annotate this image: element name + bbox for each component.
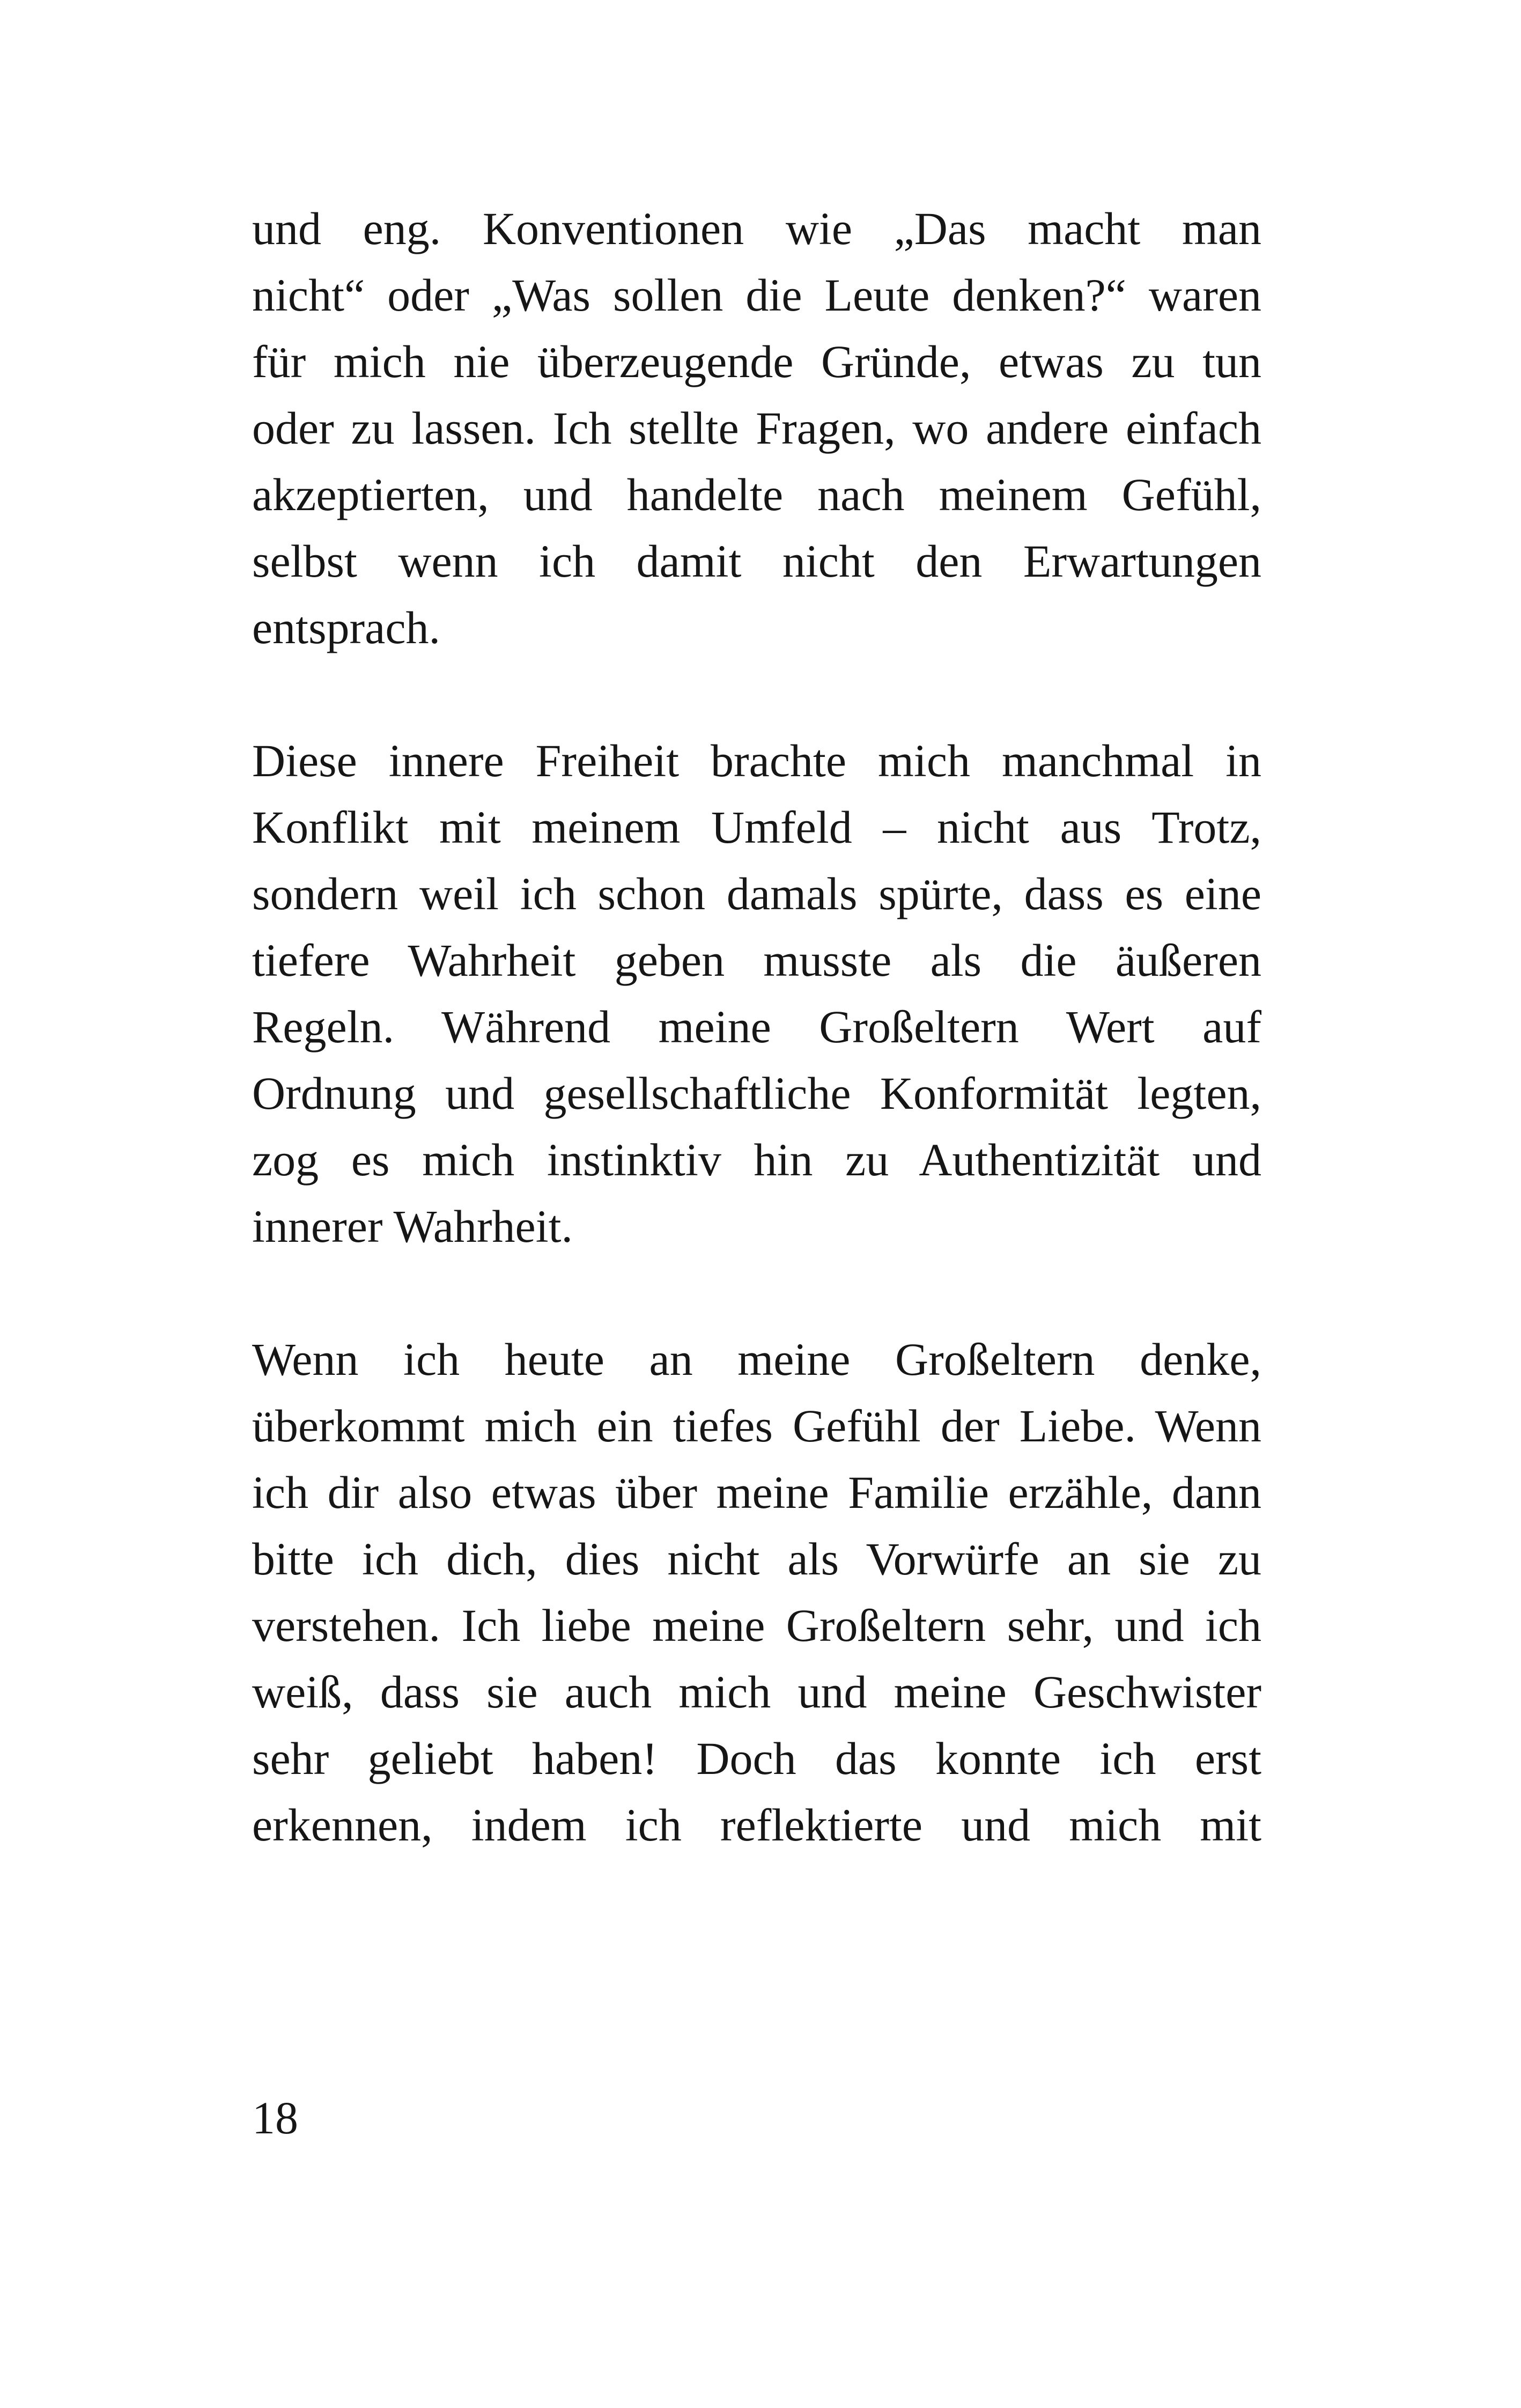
text-line: überkommt mich ein tiefes Gefühl der Liebe. Wenn [252, 1400, 1261, 1452]
text-line: Ordnung und gesellschaftliche Konformität legten, [252, 1067, 1261, 1119]
paragraph [252, 1326, 1261, 1858]
text-line: akzeptierten, und handelte nach meinem Gefühl, [252, 469, 1261, 520]
text-line: zog es mich instinktiv hin zu Authentizität und [252, 1134, 1261, 1185]
page-number: 18 [252, 2092, 298, 2144]
text-line: sehr geliebt haben! Doch das konnte ich erst [252, 1733, 1261, 1784]
text-line: Regeln. Während meine Großeltern Wert auf [252, 1001, 1261, 1052]
text-line: tiefere Wahrheit geben musste als die äußeren [252, 934, 1261, 986]
text-line: für mich nie überzeugende Gründe, etwas zu tun [252, 336, 1261, 387]
paragraph [252, 195, 1261, 661]
text-line: Diese innere Freiheit brachte mich manchmal in [252, 735, 1261, 786]
text-line: erkennen, indem ich reflektierte und mich mit [252, 1799, 1261, 1851]
text-line: ich dir also etwas über meine Familie erzähle, dann [252, 1467, 1261, 1518]
paragraph [252, 727, 1261, 1260]
text-line: innerer Wahrheit. [252, 1201, 573, 1252]
text-line: nicht“ oder „Was sollen die Leute denken?“ waren [252, 269, 1261, 321]
text-line: entsprach. [252, 602, 441, 653]
text-line: und eng. Konventionen wie „Das macht man [252, 203, 1261, 254]
body-text [252, 195, 1261, 1858]
text-line: Wenn ich heute an meine Großeltern denke, [252, 1334, 1261, 1385]
text-line: bitte ich dich, dies nicht als Vorwürfe an sie zu [252, 1533, 1261, 1585]
text-line: oder zu lassen. Ich stellte Fragen, wo andere einfach [252, 402, 1261, 454]
text-line: selbst wenn ich damit nicht den Erwartungen [252, 535, 1261, 587]
text-line: Konflikt mit meinem Umfeld – nicht aus Trotz, [252, 801, 1261, 853]
text-line: sondern weil ich schon damals spürte, dass es eine [252, 868, 1261, 919]
text-line: verstehen. Ich liebe meine Großeltern sehr, und ich [252, 1600, 1261, 1651]
text-line: weiß, dass sie auch mich und meine Geschwister [252, 1666, 1261, 1718]
